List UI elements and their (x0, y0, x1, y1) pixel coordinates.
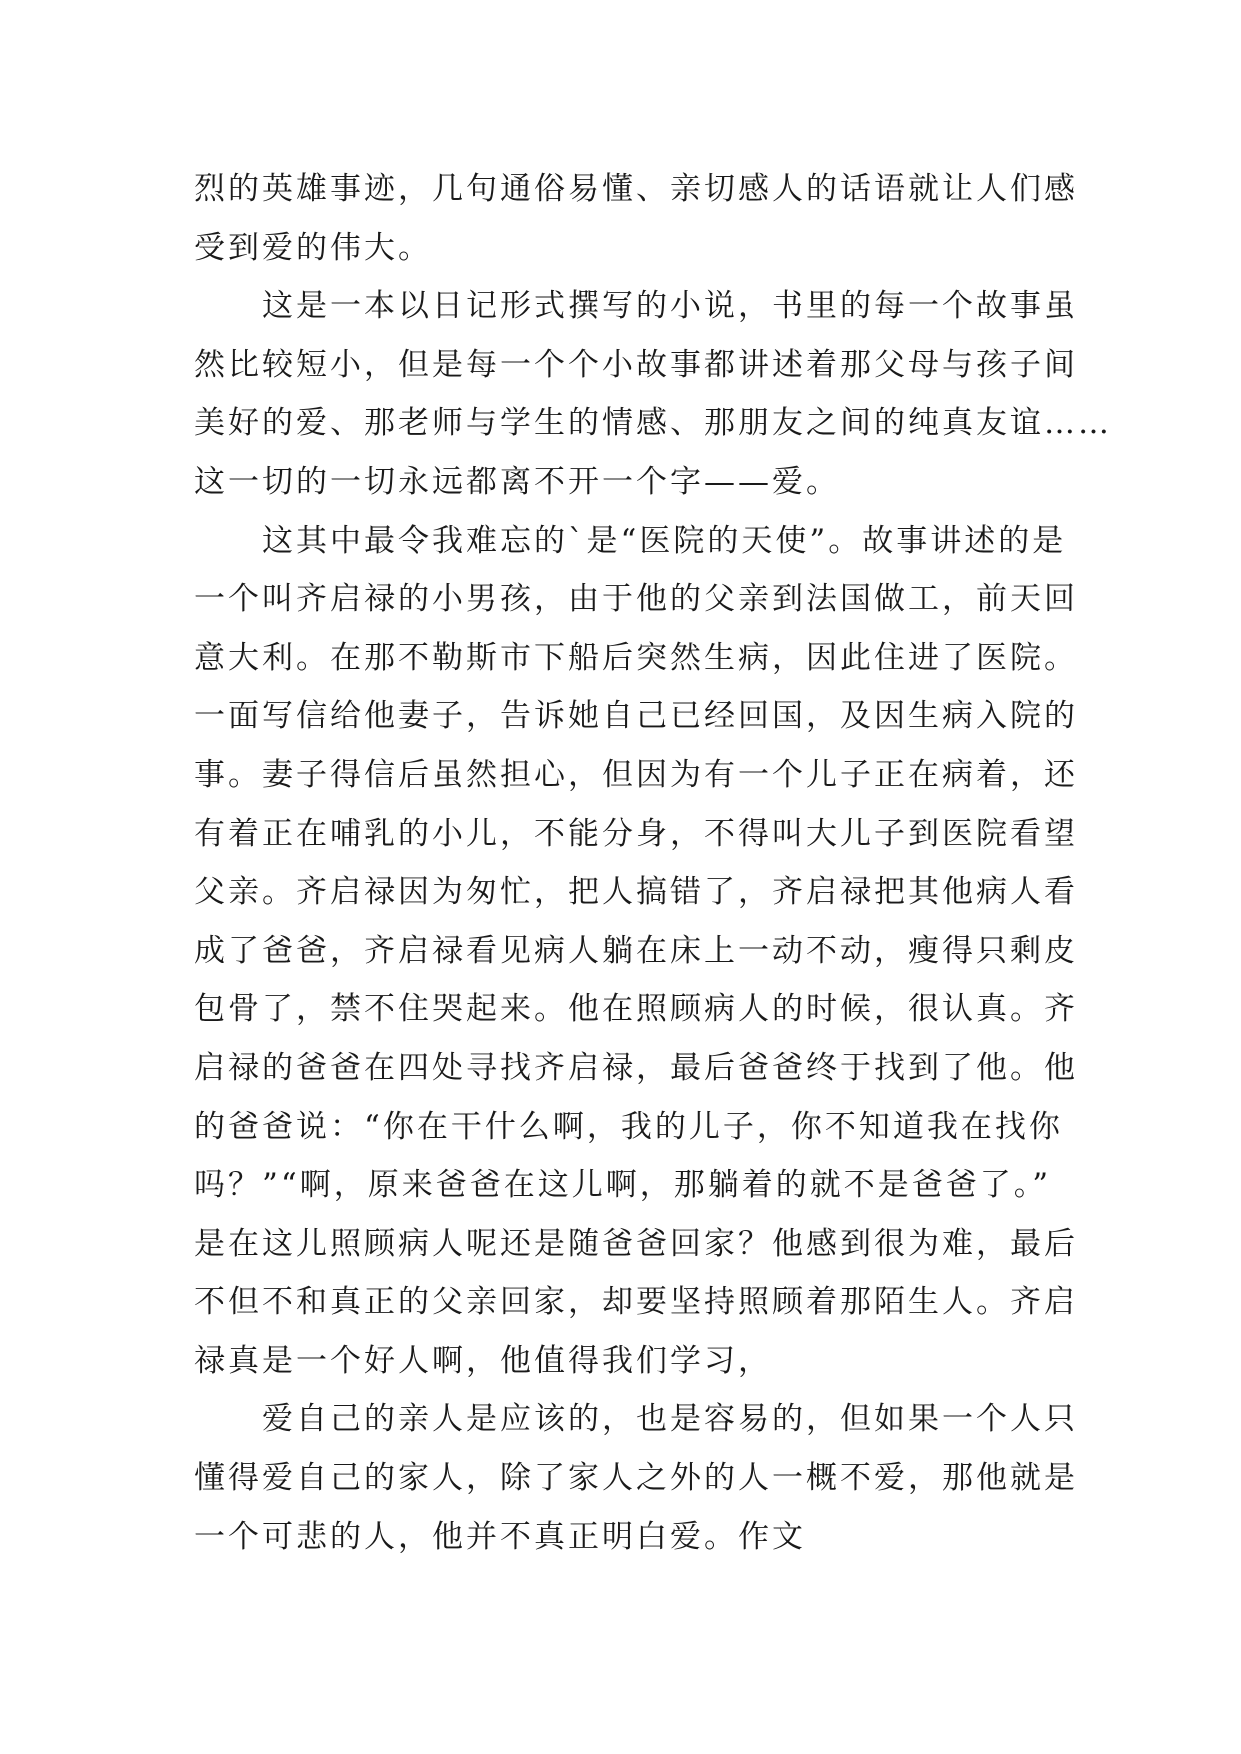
text-line: 一个叫齐启禄的小男孩，由于他的父亲到法国做工，前天回 (194, 581, 1078, 618)
text-line: 受到爱的伟大。 (194, 229, 432, 266)
body-text (194, 160, 1112, 1566)
text-line: 成了爸爸，齐启禄看见病人躺在床上一动不动，瘦得只剩皮 (194, 932, 1078, 969)
text-line: 爱自己的亲人是应该的，也是容易的，但如果一个人只 (262, 1401, 1078, 1438)
text-line: 烈的英雄事迹，几句通俗易懂、亲切感人的话语就让人们感 (194, 171, 1078, 207)
text-line: 不但不和真正的父亲回家，却要坚持照顾着那陌生人。齐启 (194, 1284, 1078, 1321)
text-line: 一面写信给他妻子，告诉她自己已经回国，及因生病入院的 (194, 698, 1078, 735)
text-line: 这是一本以日记形式撰写的小说，书里的每一个故事虽 (262, 288, 1078, 325)
text-line: 有着正在哺乳的小儿，不能分身，不得叫大儿子到医院看望 (194, 815, 1078, 852)
text-line: 懂得爱自己的家人，除了家人之外的人一概不爱，那他就是 (194, 1460, 1078, 1497)
text-line: 意大利。在那不勒斯市下船后突然生病，因此住进了医院。 (194, 639, 1078, 676)
text-line: 事。妻子得信后虽然担心，但因为有一个儿子正在病着，还 (194, 756, 1078, 793)
text-line: 这一切的一切永远都离不开一个字——爱。 (194, 463, 840, 500)
text-line: 吗？”“啊，原来爸爸在这儿啊，那躺着的就不是爸爸了。” (194, 1167, 1052, 1204)
text-line: 父亲。齐启禄因为匆忙，把人搞错了，齐启禄把其他病人看 (194, 874, 1078, 911)
text-line: 的爸爸说：“你在干什么啊，我的儿子，你不知道我在找你 (194, 1108, 1063, 1145)
text-line: 禄真是一个好人啊，他值得我们学习， (194, 1342, 772, 1379)
text-line: 启禄的爸爸在四处寻找齐启禄，最后爸爸终于找到了他。他 (194, 1049, 1078, 1086)
paragraph-1 (194, 160, 1078, 277)
text-line: 然比较短小，但是每一个个小故事都讲述着那父母与孩子间 (194, 346, 1078, 383)
paragraph-3 (194, 512, 1078, 1391)
text-line: 是在这儿照顾病人呢还是随爸爸回家？他感到很为难，最后 (194, 1225, 1078, 1262)
text-line: 这其中最令我难忘的`是“医院的天使”。故事讲述的是 (262, 522, 1067, 559)
text-line: 一个可悲的人，他并不真正明白爱。作文 (194, 1518, 806, 1555)
paragraph-4 (194, 1390, 1078, 1566)
paragraph-2 (194, 277, 1112, 511)
text-line: 包骨了，禁不住哭起来。他在照顾病人的时候，很认真。齐 (194, 991, 1078, 1028)
text-line: 美好的爱、那老师与学生的情感、那朋友之间的纯真友谊…… (194, 405, 1112, 442)
